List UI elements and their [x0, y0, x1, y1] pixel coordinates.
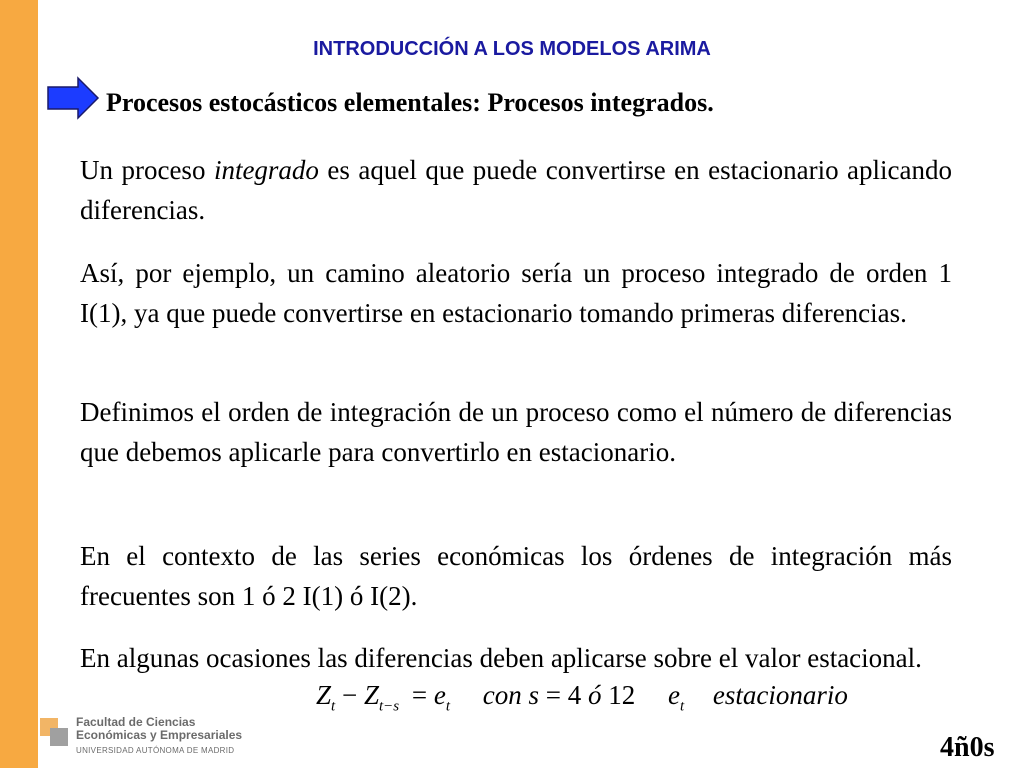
formula-e2: e [667, 680, 680, 710]
faculty-logo-icon [40, 718, 70, 748]
paragraph-1-end: es aquel que puede convertirse en estacionario aplicando diferencias. [80, 155, 953, 225]
paragraph-3: Definimos el orden de integración de un proceso como el número de diferencias que debemos aplicarle para convertirlo en estacionario. [80, 397, 952, 467]
formula-value-4: 4 [567, 680, 582, 710]
orange-sidebar [0, 0, 38, 768]
paragraph-5: En algunas ocasiones las diferencias deben aplicarse sobre el valor estacional. [80, 643, 922, 673]
formula-e1-sub: t [445, 698, 450, 715]
slide-number: 4ñ0s [940, 732, 995, 763]
paragraph-1 [80, 150, 952, 230]
logo-line-3: UNIVERSIDAD AUTÓNOMA DE MADRID [76, 746, 235, 755]
formula-z2-sub: t−s [378, 698, 400, 715]
formula-value-12: 12 [608, 680, 636, 710]
formula-z1: Z [316, 680, 332, 710]
formula-e1: e [433, 680, 446, 710]
paragraph-2: Así, por ejemplo, un camino aleatorio sería un proceso integrado de orden 1 I(1), ya que puede convertirse en estacionario tomando primeras diferencias. [80, 258, 952, 328]
seasonal-difference-formula [316, 680, 848, 715]
formula-or: ó [587, 680, 602, 710]
formula-con-s: con s [482, 680, 539, 710]
paragraph-1-italic-term: integrado [213, 155, 319, 185]
paragraph-1-start: Un proceso [80, 155, 214, 185]
formula-equals: = [411, 680, 428, 710]
formula-equals-2: = [545, 680, 561, 710]
formula-e2-sub: t [679, 698, 685, 715]
formula-z2: Z [363, 680, 379, 710]
paragraph-4: En el contexto de las series económicas los órdenes de integración más frecuentes son 1 ó 2 I(1) ó I(2). [80, 541, 952, 611]
faculty-logo [40, 716, 242, 757]
slide-subtitle: Procesos estocásticos elementales: Procesos integrados. [106, 88, 714, 117]
slide-header-title: INTRODUCCIÓN A LOS MODELOS ARIMA [313, 38, 711, 60]
formula-estacionario: estacionario [712, 680, 848, 710]
logo-line-2: Económicas y Empresariales [76, 728, 243, 742]
formula-minus: − [341, 680, 358, 710]
formula-z1-sub: t [331, 698, 336, 715]
logo-line-1: Facultad de Ciencias [76, 715, 196, 729]
right-arrow-icon [46, 76, 100, 120]
